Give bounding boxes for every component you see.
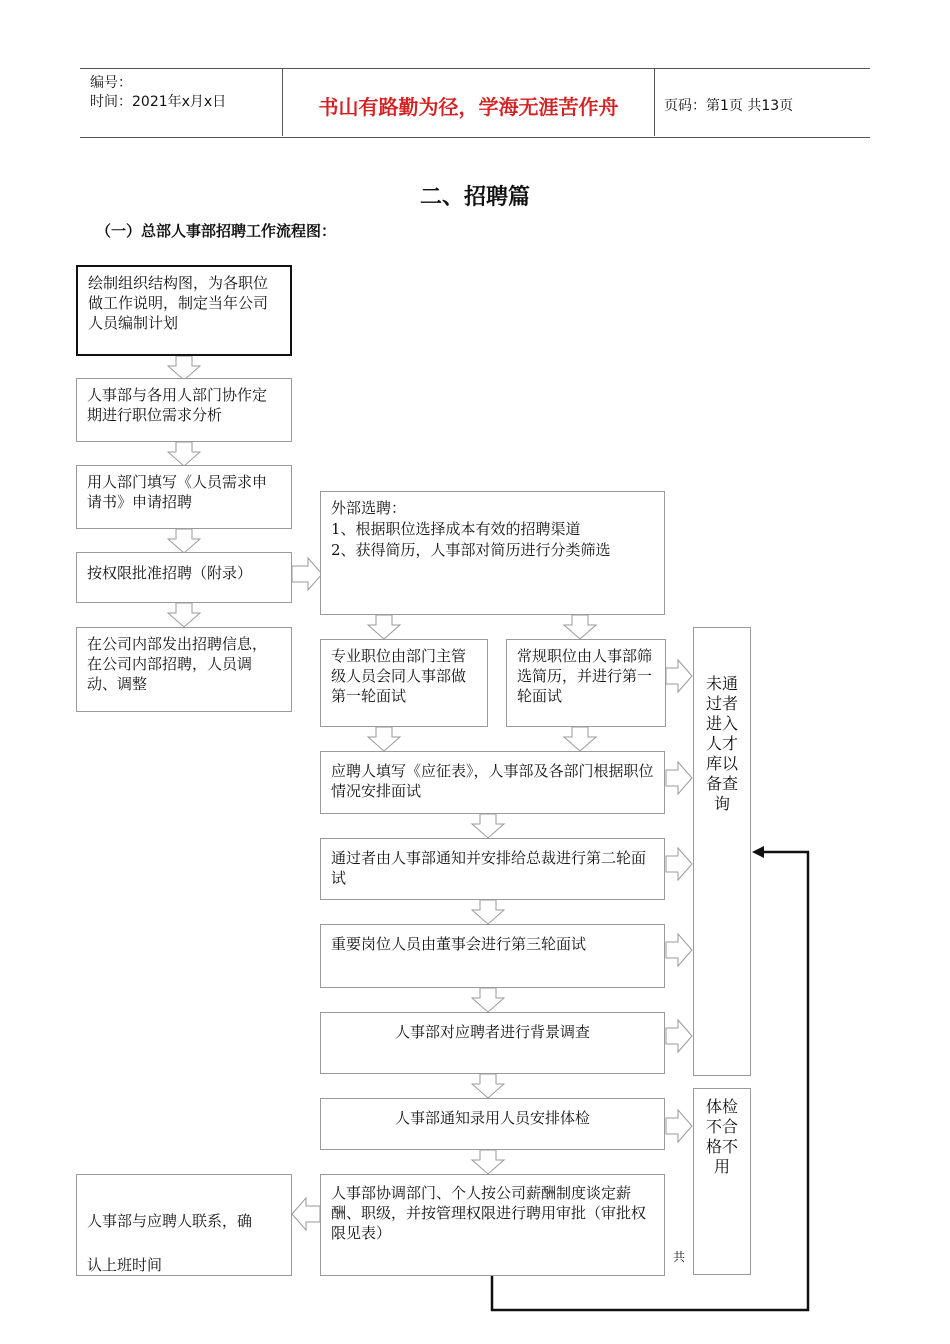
external-step-2: 2、获得简历，人事部对简历进行分类筛选 xyxy=(331,541,611,559)
doc-subtitle: （一）总部人事部招聘工作流程图： xyxy=(96,222,337,240)
right-arrow xyxy=(666,1110,692,1142)
flow-node-approval: 按权限批准招聘（附录） xyxy=(76,552,292,603)
flow-node-salary-negotiation: 人事部协调部门、个人按公司薪酬制度谈定薪酬、职级，并按管理权限进行聘用审批（审批权限见表） xyxy=(320,1174,665,1276)
down-arrow xyxy=(168,529,200,553)
reject-char: 格 xyxy=(705,1137,722,1156)
flow-node-third-interview: 重要岗位人员由董事会进行第三轮面试 xyxy=(320,924,665,988)
down-arrow xyxy=(168,356,200,380)
feedback-arrowhead xyxy=(752,846,764,858)
talent-char: 者 xyxy=(722,694,739,713)
header-page: 页码：第1页 共13页 xyxy=(664,98,794,114)
talent-char: 过 xyxy=(705,694,722,713)
flow-node-demand-analysis: 人事部与各用人部门协作定期进行职位需求分析 xyxy=(76,378,292,442)
talent-char: 未 xyxy=(705,674,722,693)
flow-node-professional-interview: 专业职位由部门主管级人员会同人事部做第一轮面试 xyxy=(320,639,488,727)
header-motto: 书山有路勤为径，学海无涯苦作舟 xyxy=(318,95,619,119)
flow-node-application-form: 应聘人填写《应征表》，人事部及各部门根据职位情况安排面试 xyxy=(320,751,665,814)
external-title: 外部选聘： xyxy=(331,499,407,517)
reject-char: 体 xyxy=(705,1097,722,1116)
flow-node-confirm-start xyxy=(76,1174,292,1276)
flow-node-request-form: 用人部门填写《人员需求申请书》申请招聘 xyxy=(76,465,292,529)
down-arrow xyxy=(368,727,400,751)
down-arrow xyxy=(472,988,504,1012)
right-arrow xyxy=(666,848,692,880)
header-number: 编号： xyxy=(90,75,132,91)
right-arrow xyxy=(666,762,692,794)
flow-node-external-recruit xyxy=(320,491,665,615)
flow-node-regular-interview: 常规职位由人事部筛选简历，并进行第一轮面试 xyxy=(506,639,666,727)
flow-node-medical-exam: 人事部通知录用人员安排体检 xyxy=(320,1098,665,1150)
talent-char: 备 xyxy=(705,774,722,793)
down-arrow xyxy=(168,603,200,627)
reject-text xyxy=(702,1097,742,1177)
reject-box xyxy=(693,1088,751,1275)
talent-char: 通 xyxy=(722,674,739,693)
header-time: 时间：2021年x月x日 xyxy=(90,94,227,110)
talent-char: 询 xyxy=(713,794,730,813)
down-arrow xyxy=(368,615,400,639)
down-arrow xyxy=(472,1150,504,1174)
doc-title: 二、招聘篇 xyxy=(419,185,530,210)
right-arrow xyxy=(666,660,692,692)
reject-char: 检 xyxy=(722,1097,739,1116)
right-arrow xyxy=(666,934,692,966)
talent-pool-text xyxy=(702,674,742,814)
left-arrow xyxy=(292,1198,320,1230)
talent-char: 进 xyxy=(705,714,722,733)
reject-char: 不 xyxy=(705,1117,722,1136)
down-arrow xyxy=(472,900,504,924)
talent-char: 入 xyxy=(722,714,739,733)
talent-char: 库 xyxy=(705,754,722,773)
reject-char: 不 xyxy=(722,1137,739,1156)
reject-char: 合 xyxy=(722,1117,739,1136)
talent-pool-box xyxy=(693,627,751,1076)
reject-char: 用 xyxy=(713,1157,730,1176)
confirm-start-line-2: 认上班时间 xyxy=(87,1256,163,1274)
right-arrow xyxy=(292,558,322,590)
confirm-start-line-1: 人事部与应聘人联系，确 xyxy=(87,1212,253,1230)
external-step-1: 1、根据职位选择成本有效的招聘渠道 xyxy=(331,520,581,538)
talent-char: 查 xyxy=(722,774,739,793)
flow-node-background-check: 人事部对应聘者进行背景调查 xyxy=(320,1012,665,1074)
text-fragment: 共 xyxy=(673,1250,686,1264)
flow-node-second-interview: 通过者由人事部通知并安排给总裁进行第二轮面试 xyxy=(320,838,665,900)
down-arrow xyxy=(564,615,596,639)
down-arrow xyxy=(472,1074,504,1098)
talent-char: 人 xyxy=(705,734,722,753)
down-arrow xyxy=(564,727,596,751)
flow-node-internal-recruit: 在公司内部发出招聘信息，在公司内部招聘，人员调动、调整 xyxy=(76,627,292,712)
down-arrow xyxy=(168,442,200,466)
talent-char: 才 xyxy=(722,734,739,753)
talent-char: 以 xyxy=(722,754,739,773)
down-arrow xyxy=(472,814,504,838)
right-arrow xyxy=(666,1020,692,1052)
flow-node-org-chart: 绘制组织结构图，为各职位做工作说明，制定当年公司人员编制计划 xyxy=(76,265,292,356)
